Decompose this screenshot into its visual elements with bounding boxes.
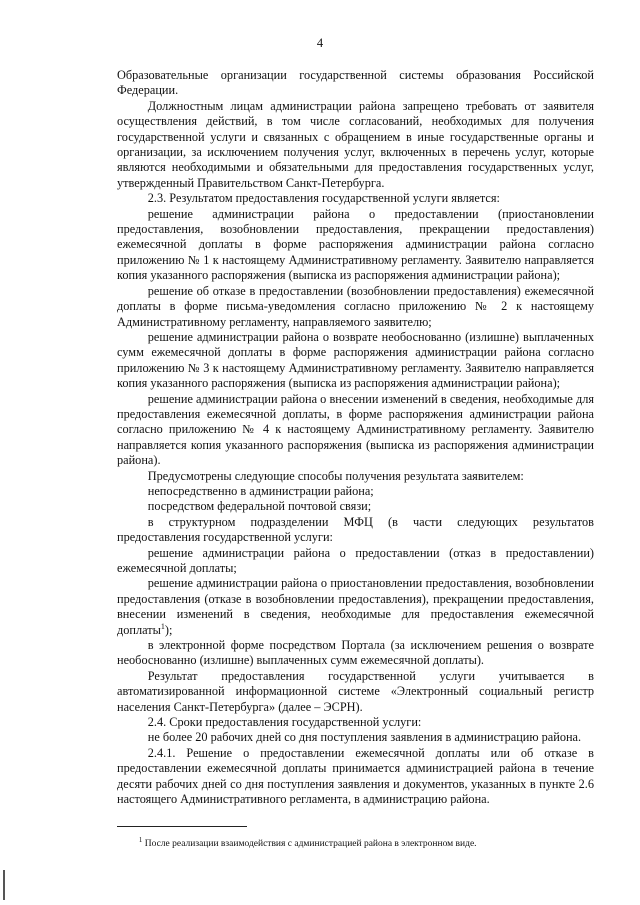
paragraph-text: посредством федеральной почтовой связи; — [147, 499, 372, 514]
paragraph-text: решение администрации района о внесении изменений в сведения, необходимые для предоставления ежемесячной доплаты, в форме распоряжения администрации района согласно приложению № 4 к настоящему Административному регламенту. Заявителю направляется копия указанного распоряжения (выписка из распоряжения администрации района). — [117, 391, 594, 468]
paragraph-text: Результат предоставления государственной услуги учитывается в автоматизированной информационной системе «Электронный социальный регистр населения Санкт-Петербурга» (далее – ЭСРН). — [117, 668, 594, 714]
paragraph — [117, 99, 594, 191]
paragraph — [117, 499, 594, 514]
paragraph — [117, 469, 594, 484]
paragraph — [117, 746, 594, 808]
paragraph — [117, 284, 594, 330]
paragraph-text: 2.3. Результатом предоставления государственной услуги является: — [147, 191, 500, 206]
scan-edge-mark — [3, 870, 5, 900]
paragraph-text: решение администрации района о предоставлении (отказ в предоставлении) ежемесячной доплаты; — [117, 545, 594, 575]
footnote-separator — [117, 826, 247, 827]
paragraph — [117, 207, 594, 284]
paragraph-text: в электронной форме посредством Портала (за исключением решения о возврате необоснованно (излишне) выплаченных сумм ежемесячной доплаты). — [117, 638, 594, 668]
paragraph — [117, 484, 594, 499]
footnote-reference: 1 — [160, 621, 165, 631]
footnote-text: После реализации взаимодействия с администрацией района в электронном виде. — [142, 839, 477, 850]
footnote-marker: 1 — [138, 836, 143, 844]
paragraph — [117, 191, 594, 206]
paragraph — [117, 68, 594, 99]
paragraph-text: в структурном подразделении МФЦ (в части следующих результатов предоставления государственной услуги: — [117, 514, 594, 545]
paragraph-text: не более 20 рабочих дней со дня поступления заявления в администрацию района. — [147, 730, 582, 745]
paragraph-text: решение об отказе в предоставлении (возобновлении предоставления) ежемесячной доплаты в форме письма-уведомления согласно приложению № 2 к настоящему Административному регламенту, направляемого заявителю; — [117, 283, 594, 329]
paragraph-text: 2.4.1. Решение о предоставлении ежемесячной доплаты или об отказе в предоставлении ежемесячной доплаты принимается администрацией района в течение десяти рабочих дней со дня поступления заявления и документов, указанных в пункте 2.6 настоящего Административного регламента, в администрацию района. — [117, 745, 594, 807]
page-number: 4 — [316, 36, 324, 50]
document-body — [117, 68, 594, 808]
paragraph — [117, 730, 594, 745]
paragraph — [117, 515, 594, 546]
paragraph — [117, 638, 594, 669]
paragraph — [117, 330, 594, 392]
paragraph-text: решение администрации района о возврате необоснованно (излишне) выплаченных сумм ежемесячной доплаты в форме распоряжения администрации района согласно приложению № 3 к настоящему Административному регламенту. Заявителю направляется копия указанного распоряжения (выписка из распоряжения администрации района); — [117, 329, 594, 391]
paragraph-text: решение администрации района о приостановлении предоставления, возобновлении предоставления (отказе в возобновлении предоставления), прекращении предоставления, внесении изменений в сведения, необходимые для предоставления ежемесячной доплаты — [117, 576, 594, 637]
paragraph-text: Предусмотрены следующие способы получения результата заявителем: — [147, 468, 524, 483]
paragraph — [117, 392, 594, 469]
paragraph-text: Образовательные организации государственной системы образования Российской Федерации. — [117, 68, 594, 98]
paragraph — [117, 576, 594, 638]
paragraph-text: непосредственно в администрации района; — [147, 483, 374, 498]
footnote — [117, 834, 594, 850]
paragraph — [117, 715, 594, 730]
paragraph — [117, 546, 594, 577]
paragraph — [117, 669, 594, 715]
paragraph-text: 2.4. Сроки предоставления государственной услуги: — [147, 715, 422, 730]
paragraph-text-tail: ); — [164, 622, 173, 637]
paragraph-text: Должностным лицам администрации района запрещено требовать от заявителя осуществления действий, в том числе согласований, необходимых для получения государственной услуги и связанных с обращением в иные государственные органы и организации, за исключением получения услуг, включенных в перечень услуг, которые являются необходимыми и обязательными для предоставления государственных услуг, утвержденный Правительством Санкт-Петербурга. — [117, 98, 594, 190]
paragraph-text: решение администрации района о предоставлении (приостановлении предоставления, возобновлении предоставления, прекращении предоставления) ежемесячной доплаты в форме распоряжения администрации района согласно приложению № 1 к настоящему Административному регламенту. Заявителю направляется копия указанного распоряжения (выписка из распоряжения администрации района); — [117, 206, 594, 283]
